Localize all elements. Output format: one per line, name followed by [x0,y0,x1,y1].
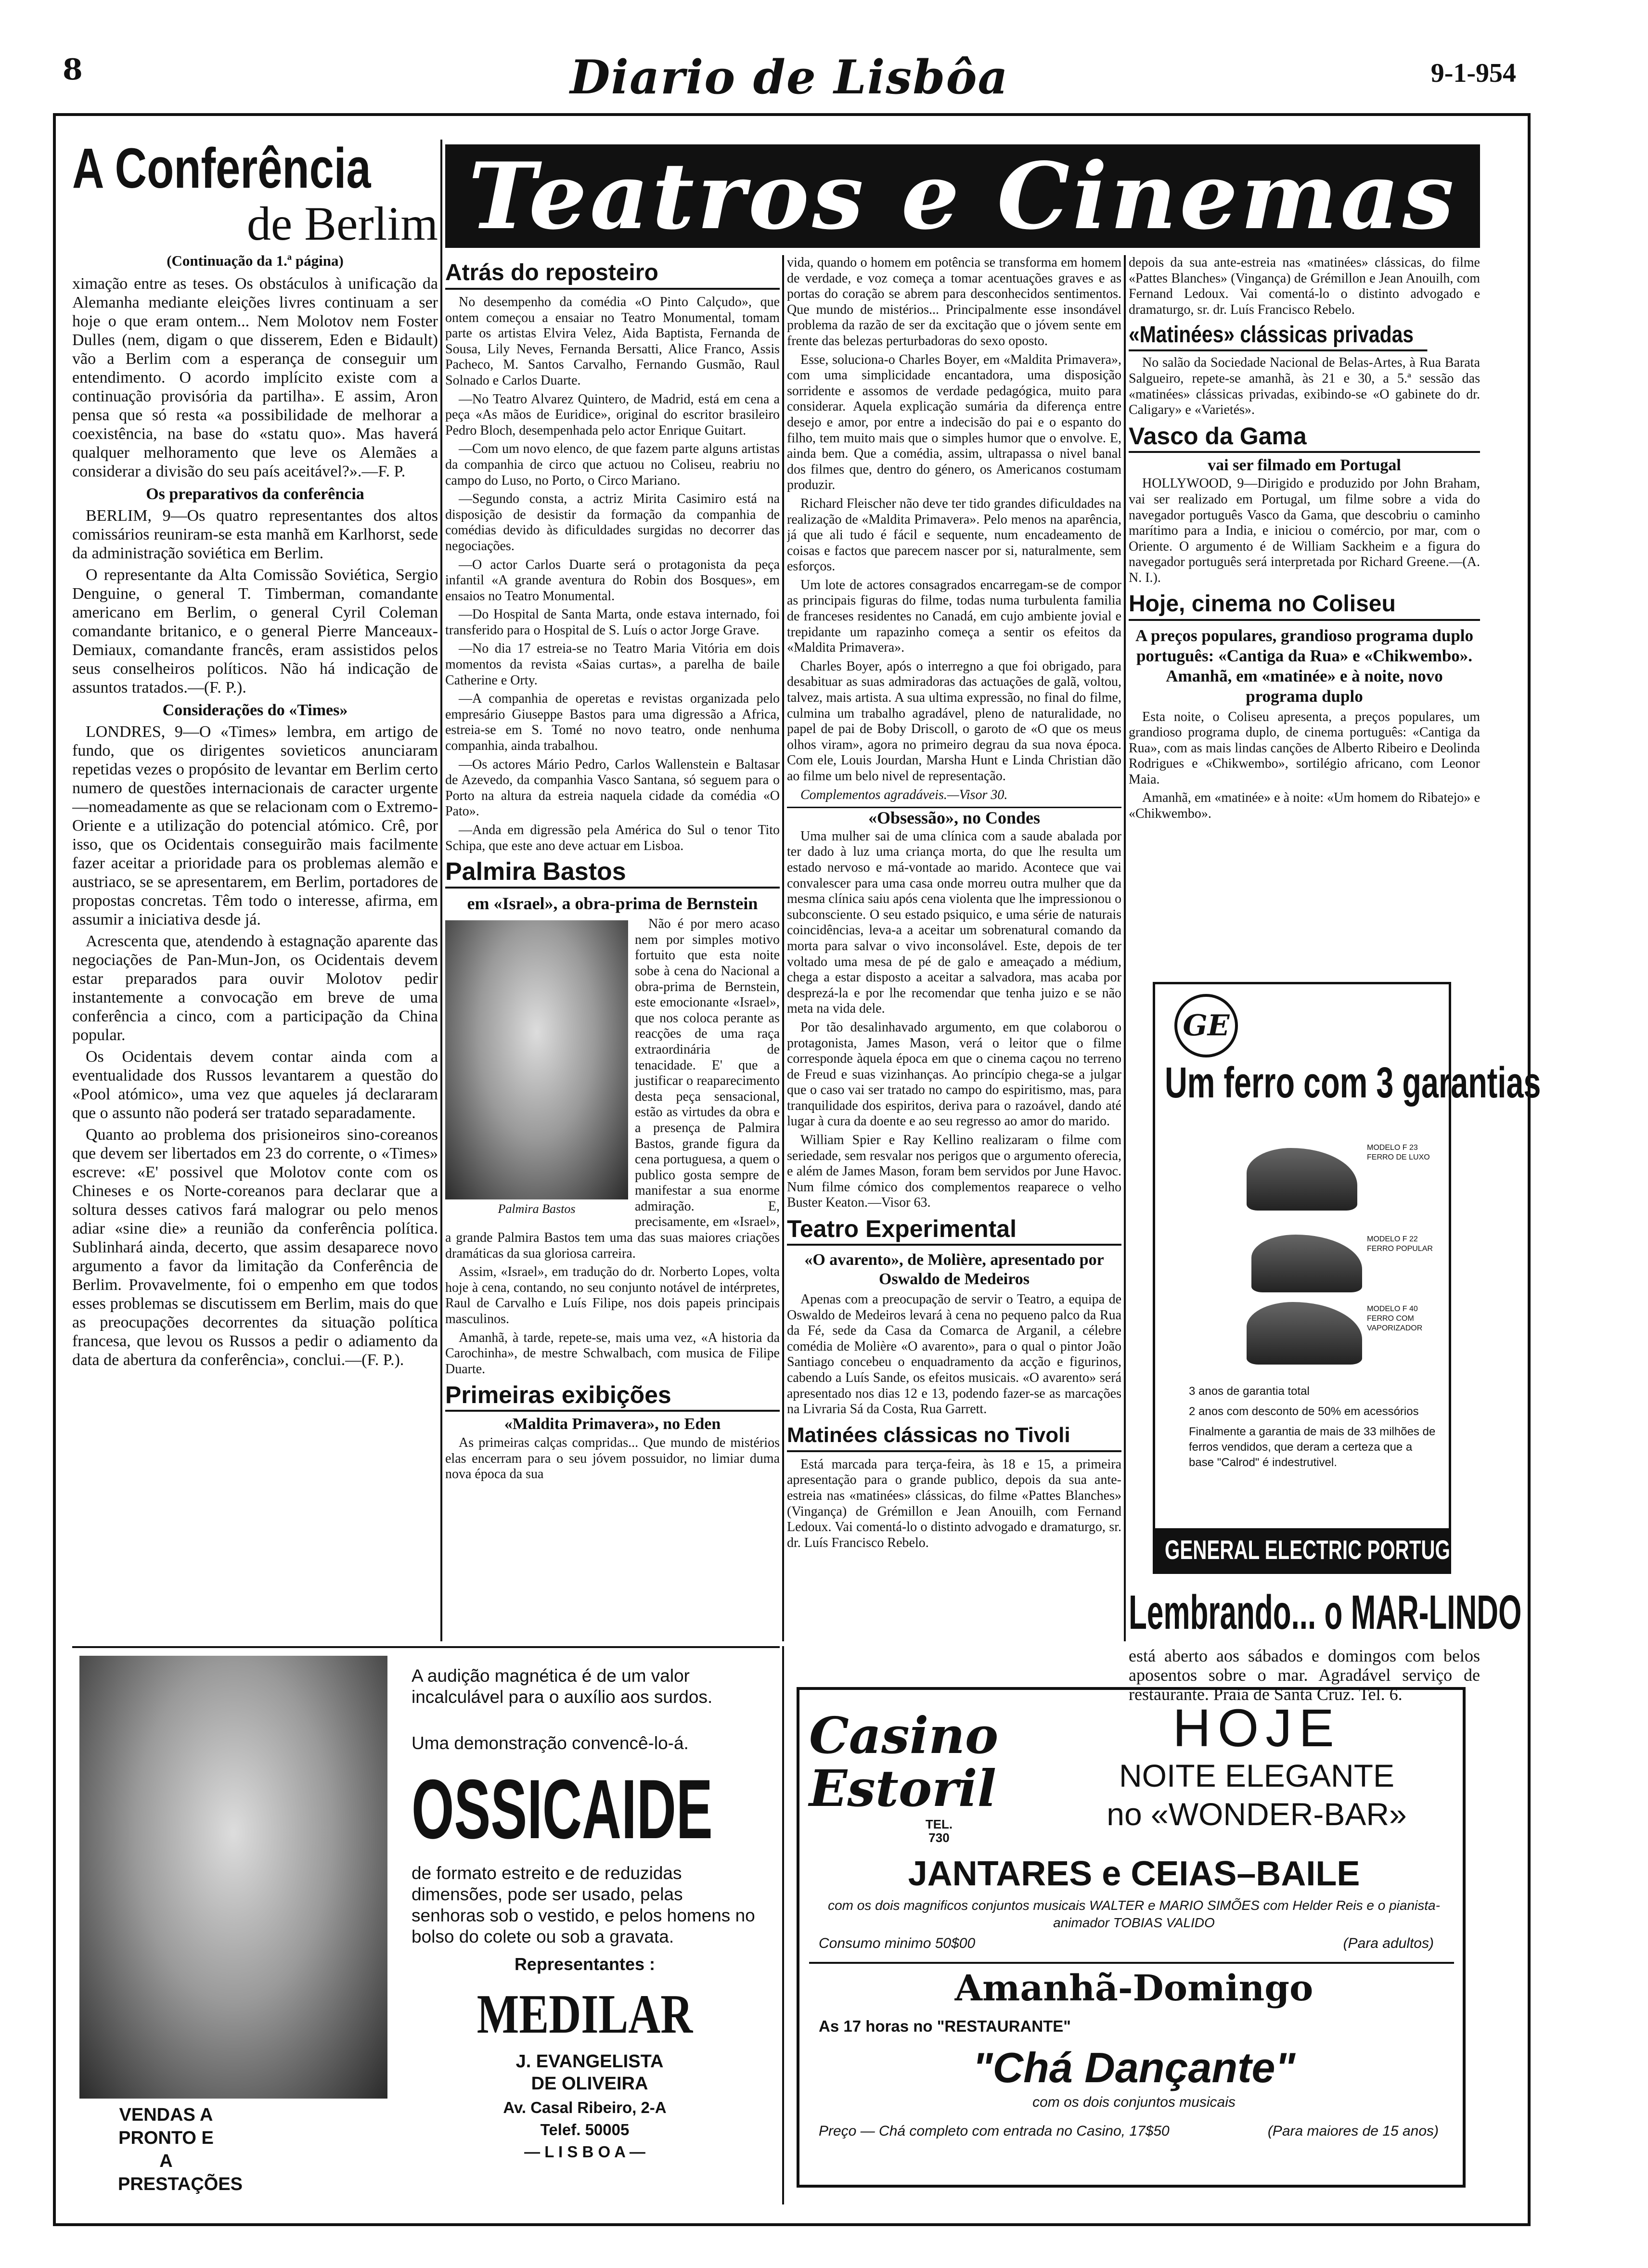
article-subtitle: de Berlim [246,197,438,250]
event-day: HOJE [1172,1699,1341,1758]
column-cinema-news [1129,255,1480,977]
paragraph: —No dia 17 estreia-se no Teatro Maria Vitória em dois momentos da revista «Saias curtas», a parelha de baile Catherine e Orty. [445,641,780,688]
tomorrow-heading: Amanhã-Domingo [954,1968,1313,2009]
paragraph: Esse, soluciona-o Charles Boyer, em «Maldita Primavera», com uma simplicidade encantadora, uma disposição sorridente e assomos de verdade pedagógica, muito para considerar. Aquela explicação sumária da diferença entre desejo e amor, por entre a indecisão do pai e o espanto do filho, tem muito mais que o simples humor que o envolve. E, ainda bem. Que a comédia, assim, ultrapassa o nivel banal dos filmes que, dentro do género, os Americanos costumam produzir. [787,352,1121,493]
column-rule [440,140,442,1641]
warranty-item: 2 anos com desconto de 50% em acessórios [1189,1405,1419,1418]
iron-model-label: MODELO F 23 FERRO DE LUXO [1367,1144,1430,1161]
section-subheading: vai ser filmado em Portugal [1208,456,1401,474]
paragraph: Assim, «Israel», em tradução do dr. Norberto Lopes, volta hoje à cena, contando, no seu conjunto notável de intérpretes, Raul de Carvalho e Luís Filipe, nos dois papeis principais masculinos. [445,1264,780,1327]
paragraph: —Com um novo elenco, de que fazem parte alguns artistas da companhia de circo que actuou no Coliseu, reabriu no campo do Luso, no Porto, o Circo Mariano. [445,441,780,488]
article-title: A Conferência [72,140,371,200]
rep-phone: Telef. 50005 [540,2121,630,2139]
paragraph: HOLLYWOOD, 9—Dirigido e produzido por John Braham, vai ser realizado em Portugal, um filme sobre a vida do navegador português Vasco da Gama, que descobriu o caminho marítimo para a India, e iniciou o comércio, por mar, com o Oriente. O argumento é de William Sackheim e a figura do navegador português será interpretada por Richard Greene.—(A. N. I.). [1129,476,1480,585]
column-rule [1124,255,1126,1641]
paragraph: —Os actores Mário Pedro, Carlos Wallenstein e Baltasar de Azevedo, da companhia Vasco Santana, só seguem para o Porto na altura da estreia naquela cidade da comédia «O Pato». [445,757,780,819]
paragraph: Por tão desalinhavado argumento, em que colaborou o protagonista, James Mason, verá o leitor que o filme corresponde àquela época em que o cinema caçou no terreno de Freud e suas vizinhanças. Ao princípio chega-se a julgar que o caso vai ser tratado no campo do espiritismo, mas, para tranquilidade dos espiritos, deriva para o razoável, dando até lugar à cura da doente e ao seu regresso ao amor do marido. [787,1019,1121,1129]
photo-caption: Palmira Bastos [498,1202,576,1216]
iron-image [1247,1302,1362,1365]
paragraph: depois da sua ante-estreia nas «matinées» clássicas, do filme «Pattes Blanches» (Vingança) de Grémillon e Jean Anouilh, com Fernand Ledoux. Vai comentá-lo o distinto advogado e dramaturgo, sr. dr. Luís Francisco Rebelo. [1129,255,1480,317]
event-name: NOITE ELEGANTE [1119,1758,1395,1793]
iron-model-label: MODELO F 22 FERRO POPULAR [1367,1235,1433,1253]
page-header [63,50,1516,111]
paragraph: —O actor Carlos Duarte será o protagonista da peça infantil «A grande aventura do Robin dos Bosques», em ensaios no Teatro Monumental. [445,557,780,604]
section-heading: Palmira Bastos [445,857,780,889]
column-theatre-news [445,255,780,1637]
paragraph: —Do Hospital de Santa Marta, onde estava internado, foi transferido para o Hospital de S. Luís o actor Jorge Grave. [445,607,780,638]
company-name: MEDILAR [476,1984,693,2045]
paragraph: Charles Boyer, após o interregno a que foi obrigado, para desabituar as suas admiradoras das actuações de galã, voltou, talvez, mais artista. A sua ultima expressão, no final do filme, culmina um trabalho agradável, pleno de naturalidade, no papel de pai de Boby Driscoll, o garoto de «O que os meus olhos viram», agora no primeiro degrau da sua nova época. Com ele, Louis Jourdan, Marsha Hunt e Linda Christian dão ao filme um belo nivel de representação. [787,658,1121,784]
section-heading: Vasco da Gama [1129,421,1480,453]
paragraph: Quanto ao problema dos prisioneiros sino-coreanos que devem ser libertados em 23 do corrente, o «Times» escreve: «E' possivel que Molotov conte com os Chineses e os Norte-coreanos para declarar que a soltura desses cativos fará malograr ou pelo menos adiar «sine die» a reunião da conferência política. Sublinhará ainda, decerto, que assim desaparece novo argumento a favor da limitação da Conferência de Berlim. Provavelmente, foi o empenho em que todos esses problemas se discutissem em Berlim, mais do que as preocupações decorrentes da situação política francesa, que levou os Russos a pedir o adiamento da data de abertura da conferência», conclui.—(F. P.). [72,1126,438,1369]
section-heading: Atrás do reposteiro [445,258,780,290]
article-body [72,274,438,1369]
paragraph: Um lote de actores consagrados encarregam-se de compor as principais figuras do filme, todas numa turbulenta familia de franceses residentes no Canadá, em cujo ambiente jovial e trepidante um rapazinho começa a sentir os efeitos da «Maldita Primavera». [787,577,1121,656]
column-rule [782,1646,784,2204]
ad-separator [809,1962,1454,1964]
paragraph: —A companhia de operetas e revistas organizada pelo empresário Giuseppe Bastos para uma digressão a Africa, estreia-se em S. Tomé no novo teatro, onde nenhuma companhia, ainda trabalhou. [445,691,780,754]
general-electric-ad [1153,982,1541,1574]
age-note: (Para maiores de 15 anos) [1267,2123,1439,2139]
section-heading: «Matinées» clássicas privadas [1129,321,1428,351]
casino-phone: TEL. 730 [925,1817,953,1845]
casino-logo: Casino Estoril [809,1706,999,1818]
tea-price: Preço — Chá completo com entrada no Casino, 17$50 [819,2123,1170,2139]
ad-separator [72,1646,780,1648]
warranty-item: Finalmente a garantia de mais de 33 milhões de ferros vendidos, que deram a certeza que a base "Calrod" é indestrutivel. [1189,1425,1436,1469]
rep-address: Av. Casal Ribeiro, 2-A [503,2099,667,2116]
paragraph: Richard Fleischer não deve ter tido grandes dificuldades na realização de «Maldita Primavera». Pelo menos na aparência, já que ali tudo é fácil e sequente, num encadeamento de coisas e factos que parecem nascer por si, naturalmente, sem esforços. [787,496,1121,574]
paragraph: Esta noite, o Coliseu apresenta, a preços populares, um grandioso programa duplo, de cinema português: «Cantiga da Rua», com as mais lindas canções de Alberto Ribeiro e Deolinda Rodrigues e «Chikwembo», sortilégio africano, com Leonor Maia. [1129,709,1480,787]
paragraph: LONDRES, 9—O «Times» lembra, em artigo de fundo, que os dirigentes sovieticos anunciaram repetidas vezes o propósito de levantar em Berlim certo numero de questões internacionais de caracter urgente—nomeadamente as que se relacionam com o Extremo-Oriente e a utilização do potencial atómico. Crê, por isso, que os Ocidentais conseguirão mais facilmente fazer aceitar a prioridade para os problemas alemão e austriaco, se se apresentarem, em Berlim, portadores de propostas concretas. Têm todo o interesse, afirma, em assumir a iniciativa desde já. [72,723,438,928]
section-banner: Teatros e Cinemas [445,144,1480,248]
minimum-consumption: Consumo minimo 50$00 [819,1935,976,1951]
section-heading: Teatro Experimental [787,1214,1121,1246]
paragraph: BERLIM, 9—Os quatro representantes dos altos comissários reuniram-se esta manhã em Karlhorst, sede da administração soviética em Berlim. [72,507,438,562]
casino-estoril-ad [797,1687,1466,2188]
tea-time: As 17 horas no "RESTAURANTE" [819,2017,1071,2035]
paragraph: —Anda em digressão pela América do Sul o tenor Tito Schipa, que este ano deve actuar em Lisboa. [445,823,780,853]
iron-image [1251,1235,1362,1292]
music-line: com os dois magnificos conjuntos musicais WALTER e MARIO SIMÕES com Helder Reis e o pianista-animador TOBIAS VALIDO [828,1898,1440,1930]
paragraph: ximação entre as teses. Os obstáculos à unificação da Alemanha mediante eleições livres continuam a ser hoje o que eram ontem... Nem Molotov nem Foster Dulles (nem, digam o que disserem, Eden e Bidault) vão a Berlim com a esperança de conseguir um entendimento. O acordo implícito existe com a continuação provisória da partilha». E assim, Aron pensa que só resta «a possibilidade de melhorar a coexistência, na base do «statu quo». Mas haverá qualquer melhoramento que leve os Alemães a considerar a divisão do seu país aceitável?».—F. P. [72,275,438,480]
iron-image [1247,1148,1357,1211]
woman-photo [79,1656,387,2099]
paragraph: —No Teatro Alvarez Quintero, de Madrid, está em cena a peça «As mãos de Euridice», original do escritor brasileiro Pedro Bloch, desempenhada pelo actor Enrique Guitart. [445,391,780,438]
paragraph: vida, quando o homem em potência se transforma em homem de verdade, e voz começa a tomar acentuações graves e as portas do coração se abrem para desconhecidos sentimentos. Que mundo de mistérios... Principalmente esse insondável problema da razão de ser da excitação que o jóvem sente em frente das belezas perturbadoras do sexo oposto. [787,255,1121,348]
representatives-label: Representantes : [514,1954,656,1974]
marlindo-headline: Lembrando... o MAR-LINDO [1129,1585,1522,1639]
rep-city: — L I S B O A — [524,2143,645,2161]
paragraph: No salão da Sociedade Nacional de Belas-Artes, à Rua Barata Salgueiro, repete-se amanhã, às 21 e 30, a 5.ª sessão das «matinées» clássicas privadas, exibindo-se «O gabinete do dr. Caligary» e «Varietés». [1129,355,1480,418]
iron-model-label: MODELO F 40 FERRO COM VAPORIZADOR [1367,1305,1423,1332]
section-heading: Matinées clássicas no Tivoli [787,1420,1121,1452]
paragraph: Acrescenta que, atendendo à estagnação aparente das negociações de Pan-Mun-Jon, os Ocidentais devem estar preparados para ouvir Molotov pedir instantemente a convocação em breve de uma conferência a cinco, com a participação da China popular. [72,932,438,1044]
masthead: Diario de Lisbôa [570,50,1009,104]
paragraph: —Segundo consta, a actriz Mirita Casimiro está na disposição de desistir da formação da companhia de comédias devido às dificuldades surgidas no decorrer das negociações. [445,491,780,554]
column-film-reviews [787,255,1121,1641]
ge-logo-icon: GE [1174,994,1238,1057]
warranty-list [1189,1384,1439,1470]
marlindo-text: está aberto aos sábados e domingos com belos aposentos sobre o mar. Agradável serviço de restaurante. Praia de Santa Cruz. Tel. 6. [1129,1646,1480,1704]
product-name: OSSICAIDE [412,1763,713,1856]
section-subheading: Considerações do «Times» [162,701,348,719]
product-description: de formato estreito e de reduzidas dimensões, pode ser usado, pelas senhoras sob o vestido, e pelos homens no bolso do colete ou sob a gravata. [412,1863,755,1946]
page-number: 8 [63,53,83,87]
tea-music: com os dois conjuntos musicais [1032,2094,1236,2110]
section-subheading: «Maldita Primavera», no Eden [504,1415,721,1433]
issue-date: 9-1-954 [1430,58,1516,88]
paragraph: Amanhã, em «matinée» e à noite: «Um homem do Ribatejo» e «Chikwembo». [1129,790,1480,822]
dinner-line: JANTARES e CEIAS–BAILE [908,1855,1360,1893]
section-subheading: «Obsessão», no Condes [787,807,1121,826]
continuation-note: (Continuação da 1.ª página) [167,252,344,269]
ad-demo: Uma demonstração convencê-lo-á. [412,1733,689,1753]
photo-block [445,920,628,1217]
paragraph: Amanhã, à tarde, repete-se, mais uma vez, «A historia da Carochinha», de mestre Schwalbach, com musica de Filipe Duarte. [445,1330,780,1377]
paragraph: Está marcada para terça-feira, às 18 e 15, a primeira apresentação para o grande publico, depois da sua ante-estreia nas «matinées» clássicas, do filme «Pattes Blanches» (Vingança) de Grémillon e Jean Anouilh, com Fernand Ledoux. Vai comentá-lo o distinto advogado e dramaturgo, sr. dr. Luís Francisco Rebelo. [787,1456,1121,1550]
section-heading: Primeiras exibições [445,1380,780,1412]
section-subheading: «O avarento», de Molière, apresentado por Oswaldo de Medeiros [804,1251,1104,1289]
section-subheading: Os preparativos da conferência [146,485,364,503]
paragraph: Não é por mero acaso nem por simples motivo fortuito que esta noite sobe à cena do Nacional a obra-prima de Bernstein, este emocionante «Israel», que nos coloca perante as reacções de uma raça extraordinária de tenacidade. E' que a justificar o reaparecimento desta peça sensacional, estão as virtudes da obra e a presença de Palmira Bastos, grande figura da cena portuguesa, a quem o publico gosta sempre de manifestar a sua enorme admiração. E, precisamente, em «Israel», a grande Palmira Bastos tem uma das suas maiores criações dramáticas da sua gloriosa carreira. [445,916,780,1261]
tea-dance-title: "Chá Dançante" [972,2044,1296,2091]
rep-name: J. EVANGELISTA DE OLIVEIRA [515,2051,664,2094]
paragraph: Complementos agradáveis.—Visor 30. [800,787,1008,802]
paragraph: No desempenho da comédia «O Pinto Calçudo», que ontem começou a ensaiar no Teatro Monumental, tomam parte os artistas Elvira Velez, Aida Baptista, Fernanda de Sousa, Lily Neves, Fernanda Bersatti, Alice Franco, Assis Pacheco, M. Santos Carvalho, Fernando Gusmão, Raul Solnado e Carlos Duarte. [445,295,780,388]
section-subheading: em «Israel», a obra-prima de Bernstein [467,894,758,914]
section-subheading: A preços populares, grandioso programa duplo português: «Cantiga da Rua» e «Chikwembo». Amanhã, em «matinée» e à noite, novo programa duplo [1135,626,1474,706]
marlindo-ad [1129,1581,1522,1644]
section-heading: Hoje, cinema no Coliseu [1129,589,1480,621]
article-berlin-conference [72,140,438,1615]
paragraph: O representante da Alta Comissão Soviética, Sergio Denguine, o general T. Timberman, comandante americano em Berlim, o general Cyril Coleman comandante britanico, e o general Pierre Manceaux-Demiaux, comandante francês, eram assistidos pelos seus conselheiros políticos. Não há indicação de assuntos tratados.—(F. P.). [72,566,438,696]
ge-company-name: GENERAL ELECTRIC PORTUGUESA [1165,1534,1504,1565]
ossicaide-ad [79,1656,777,2209]
ge-footer [1155,1528,1504,1572]
portrait-photo [445,920,628,1199]
warranty-item: 3 anos de garantia total [1189,1385,1310,1398]
paragraph: As primeiras calças compridas... Que mundo de mistérios elas encerram para o seu jóvem possuidor, no limiar duma nova época da sua [445,1435,780,1482]
ad-intro: A audição magnética é de um valor incalculável para o auxílio aos surdos. [412,1666,713,1707]
sales-terms: VENDAS A PRONTO E A PRESTAÇÕES [118,2105,243,2194]
paragraph: Apenas com a preocupação de servir o Teatro, a equipa de Oswaldo de Medeiros levará à cena no pequeno palco da Rua da Fé, sede da Casa da Comarca de Arganil, a célebre comédia de Molière «O avarento», para o qual o pintor João Santiago concebeu o enquadramento da acção e figurinos, cabendo a Luís Sande, os efeitos musicais. «O avarento» será apresentado nos dias 12 e 13, podendo fazer-se as marcações na Livraria Sá da Costa, Rua Garrett. [787,1292,1121,1417]
ge-headline: Um ferro com 3 garantias [1165,1059,1541,1107]
paragraph: William Spier e Ray Kellino realizaram o filme com seriedade, sem resvalar nos perigos que o argumento oferecia, e além de James Mason, foram bem servidos por June Havoc. Num filme cómico dos complementos reaparece o velho Buster Keaton.—Visor 63. [787,1133,1121,1211]
adults-note: (Para adultos) [1343,1935,1434,1951]
event-venue: no «WONDER-BAR» [1107,1796,1407,1832]
column-rule [782,255,784,1641]
paragraph: Uma mulher sai de uma clínica com a saude abalada por ter dado à luz uma criança morta, do que lhe resulta um estado nervoso e má-vontade ao marido. Acontece que vai convalescer para uma casa onde morreu outra mulher que da mesma clínica saiu após cena violenta que lhe impressionou o subconsciente. O seu estado psiquico, e uma série de naturais coincidências, leva-a a aceitar um sobrenatural comando da morta para salvar o vivo inconsolável. Este, depois de ter voltado uma mesa de pé de galo e ameaçado a médium, chega a estar disposto a aceitar a salvadora, mas acaba por desprezá-la e por lhe recomendar que tenha juizo e se não meta na vida dele. [787,828,1121,1017]
paragraph: Os Ocidentais devem contar ainda com a eventualidade dos Russos levantarem a questão do «Pool atómico», uma vez que aqueles já declararam que o assunto não poderá ser tratado separadamente. [72,1048,438,1122]
